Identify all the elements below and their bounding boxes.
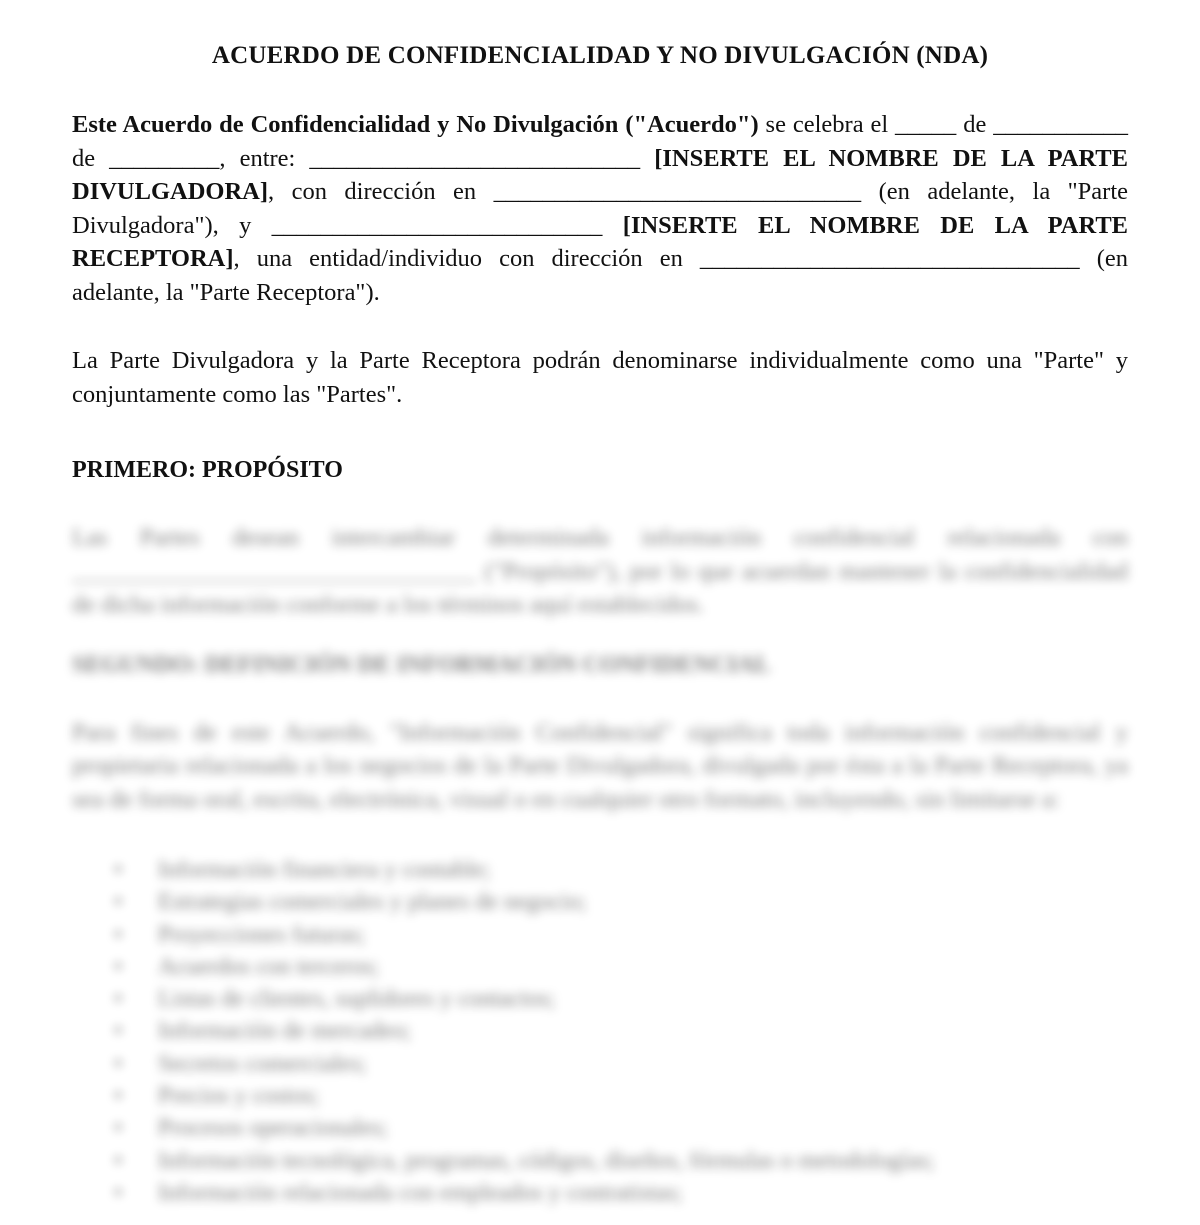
list-item: • Información tecnológica, programas, códigos, diseños, fórmulas o metodologías; (158, 1145, 1128, 1177)
parties-paragraph: La Parte Divulgadora y la Parte Receptora podrán denominarse individualmente como una "Parte" y conjuntamente como las "Partes". (72, 347, 1128, 408)
intro-text-address: , con dirección en ______________________________ (en adelante, la "Parte Divulgadora"), y ___________________________ (72, 178, 1128, 239)
list-item: • Procesos operacionales; (158, 1112, 1128, 1144)
list-item: • Proyecciones futuras; (158, 919, 1128, 951)
section-heading-definition: SEGUNDO: DEFINICIÓN DE INFORMACIÓN CONFIDENCIAL (72, 651, 771, 678)
list-item: • Información de mercadeo; (158, 1015, 1128, 1047)
intro-bold-disclosing-party: [INSERTE EL NOMBRE DE LA PARTE DIVULGADORA] (72, 144, 1128, 205)
list-item: • Información relacionada con empleados y contratistas; (158, 1177, 1128, 1209)
list-item: • Precios y costos; (158, 1080, 1128, 1112)
document-title: ACUERDO DE CONFIDENCIALIDAD Y NO DIVULGACIÓN (NDA) (211, 42, 989, 69)
intro-bold-agreement: Este Acuerdo de Confidencialidad y No Divulgación ("Acuerdo") (72, 111, 759, 138)
section-heading-purpose: PRIMERO: PROPÓSITO (72, 457, 343, 483)
blurred-content (72, 521, 1128, 1209)
intro-text-date: se celebra el _____ de ___________ de _________, entre: ___________________________ (72, 111, 1128, 172)
confidential-info-list (72, 854, 1128, 1209)
list-item: • Acuerdos con terceros; (158, 951, 1128, 983)
intro-bold-receiving-party: [INSERTE EL NOMBRE DE LA PARTE RECEPTORA] (72, 211, 1129, 272)
list-item: • Estrategias comerciales y planes de negocio; (158, 886, 1128, 918)
section-definition-text: Para fines de este Acuerdo, "Información Confidencial" significa toda información confidencial y propietaria relacionada a los negocios de la Parte Divulgadora, divulgada por ésta a la Parte Receptora, ya sea de forma oral, escrita, electrónica, visual o en cualquier otro formato, incluyendo, sin limitarse a: (72, 718, 1128, 813)
list-item: • Secretos comerciales; (158, 1048, 1128, 1080)
intro-text-receiving: , una entidad/individuo con dirección en _______________________________ (en adelante, la "Parte Receptora"). (72, 245, 1128, 306)
list-item: • Información financiera y contable; (158, 854, 1128, 886)
section-purpose-text: Las Partes desean intercambiar determinada información confidencial relacionada con _________________________________ ("Propósito"), por lo que acuerdan mantener la confidencialidad de dicha información conforme a los términos aquí establecidos. (72, 524, 1128, 618)
list-item: • Listas de clientes, suplidores y contactos; (158, 983, 1128, 1015)
intro-paragraph (72, 108, 1128, 309)
